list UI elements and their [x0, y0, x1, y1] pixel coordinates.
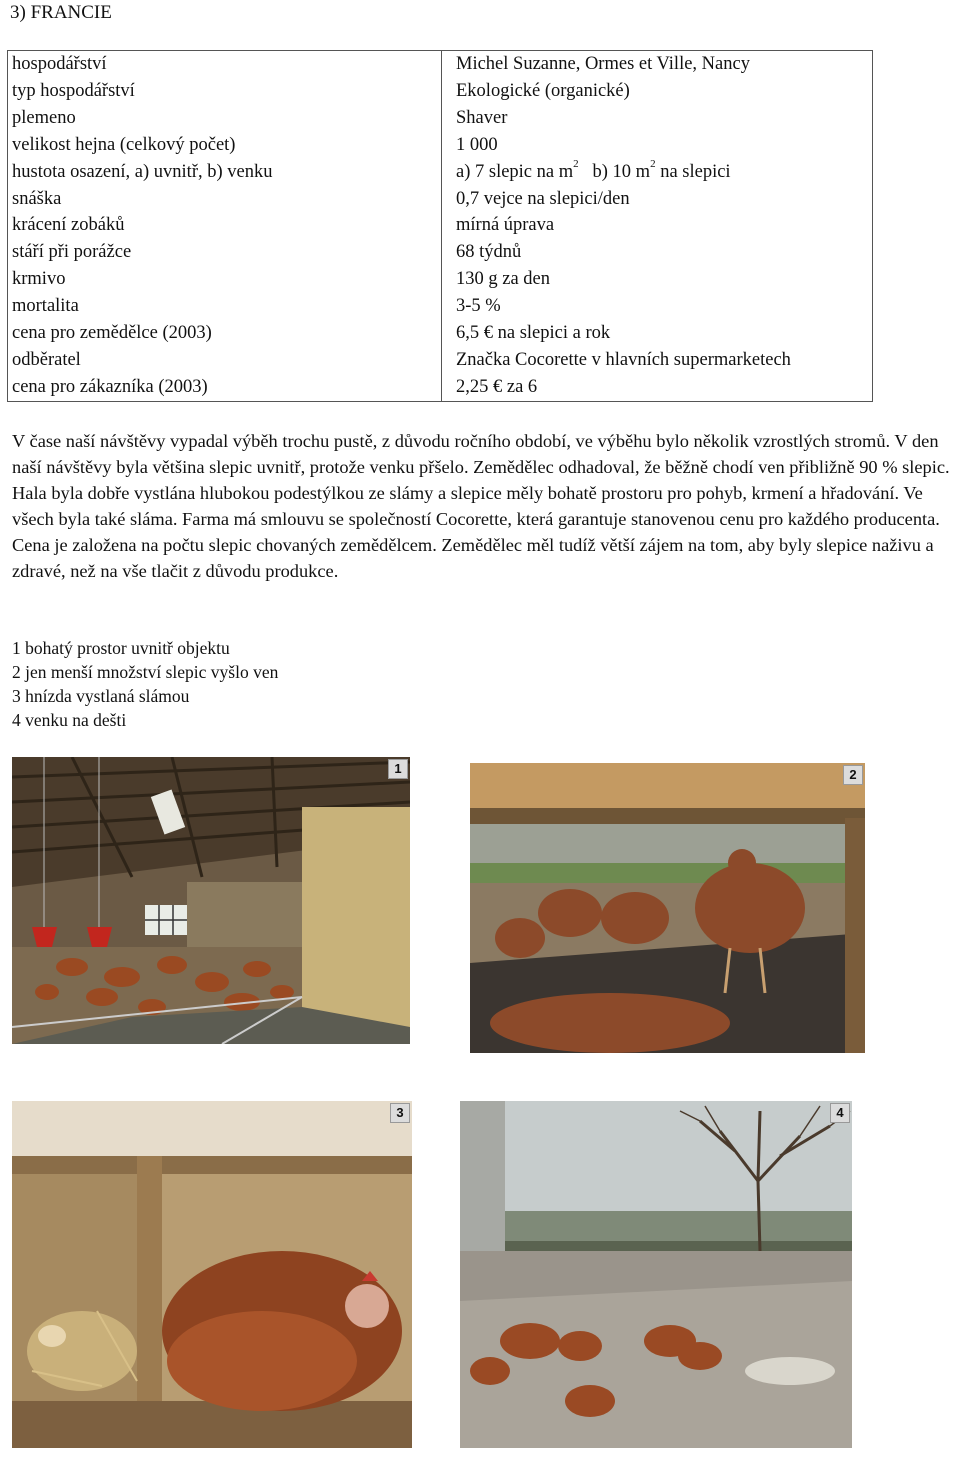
photo-barn-interior	[12, 757, 410, 1044]
row-label: plemeno	[8, 105, 442, 132]
caption-line: 4 venku na dešti	[12, 710, 127, 730]
row-value: Michel Suzanne, Ormes et Ville, Nancy	[456, 54, 750, 74]
row-value: 1 000	[456, 134, 498, 155]
row-value: 130 g za den	[456, 269, 551, 290]
row-label: hospodářství	[8, 51, 442, 78]
farm-info-table	[7, 50, 873, 402]
table-row	[8, 293, 873, 320]
table-row	[8, 51, 873, 78]
row-label: snáška	[8, 186, 442, 213]
table-row	[8, 132, 873, 159]
row-value: 2,25 € za 6	[456, 376, 538, 397]
row-label: typ hospodářství	[8, 78, 442, 105]
table-row	[8, 78, 873, 105]
photo-number-badge: 3	[390, 1103, 410, 1123]
caption-line: 2 jen menší množství slepic vyšlo ven	[12, 662, 279, 682]
row-label: cena pro zemědělce (2003)	[8, 320, 442, 347]
density-outside: b) 10 m	[592, 161, 651, 182]
photo-number-badge: 4	[830, 1103, 850, 1123]
caption-line: 3 hnízda vystlaná slámou	[12, 686, 190, 706]
table-row	[8, 239, 873, 266]
table-row	[8, 186, 873, 213]
table-row	[8, 105, 873, 132]
table-row	[8, 266, 873, 293]
row-label: hustota osazení, a) uvnitř, b) venku	[8, 159, 442, 186]
row-value: 6,5 € na slepici a rok	[456, 323, 611, 344]
photo-outdoor-rain	[460, 1101, 852, 1448]
photo-nest-straw	[12, 1101, 412, 1448]
row-label: mortalita	[8, 293, 442, 320]
row-label: krácení zobáků	[8, 212, 442, 239]
row-value: Značka Cocorette v hlavních supermarketech	[456, 349, 791, 370]
table-row	[8, 347, 873, 374]
photo-number-badge: 1	[388, 759, 408, 779]
row-label: stáří při porážce	[8, 239, 442, 266]
superscript: 2	[650, 158, 656, 171]
row-label: velikost hejna (celkový počet)	[8, 132, 442, 159]
row-value: mírná úprava	[456, 215, 555, 236]
row-label: cena pro zákazníka (2003)	[8, 374, 442, 401]
density-unit: na slepici	[660, 161, 731, 182]
row-label: odběratel	[8, 347, 442, 374]
density-inside: a) 7 slepic na m	[456, 161, 574, 182]
superscript: 2	[573, 158, 579, 171]
row-value: Ekologické (organické)	[456, 80, 630, 101]
photo-hens-outside	[470, 763, 865, 1053]
row-label: krmivo	[8, 266, 442, 293]
section-heading: 3) FRANCIE	[10, 2, 112, 23]
row-value-density	[442, 159, 873, 186]
table-row	[8, 374, 873, 401]
row-value: 3-5 %	[456, 296, 501, 317]
row-value: 68 týdnů	[456, 242, 522, 263]
table-row	[8, 212, 873, 239]
row-value: 0,7 vejce na slepici/den	[456, 188, 630, 209]
row-value: Shaver	[456, 107, 508, 128]
table-row	[8, 320, 873, 347]
photo-number-badge: 2	[843, 765, 863, 785]
table-row	[8, 159, 873, 186]
photo-captions	[12, 636, 278, 732]
caption-line: 1 bohatý prostor uvnitř objektu	[12, 638, 230, 658]
visit-description: V čase naší návštěvy vypadal výběh trochu pustě, z důvodu ročního období, ve výběhu bylo několik vzrostlých stromů. V den naší návštěvy byla většina slepic uvnitř, protože venku přšelo. Zemědělec odhadoval, že běžně chodí ven přibližně 90 % slepic. Hala byla dobře vystlána hlubokou podestýlkou ze slámy a slepice měly bohatě prostoru pro pohyb, krmení a hřadování. Ve všech byla také sláma. Farma má smlouvu se společností Cocorette, která garantuje stanovenou cenu pro každého producenta. Cena je založena na počtu slepic chovaných zemědělcem. Zemědělec měl tudíž větší zájem na tom, aby byly slepice naživu a zdravé, než na vše tlačit z důvodu produkce.	[12, 431, 950, 581]
